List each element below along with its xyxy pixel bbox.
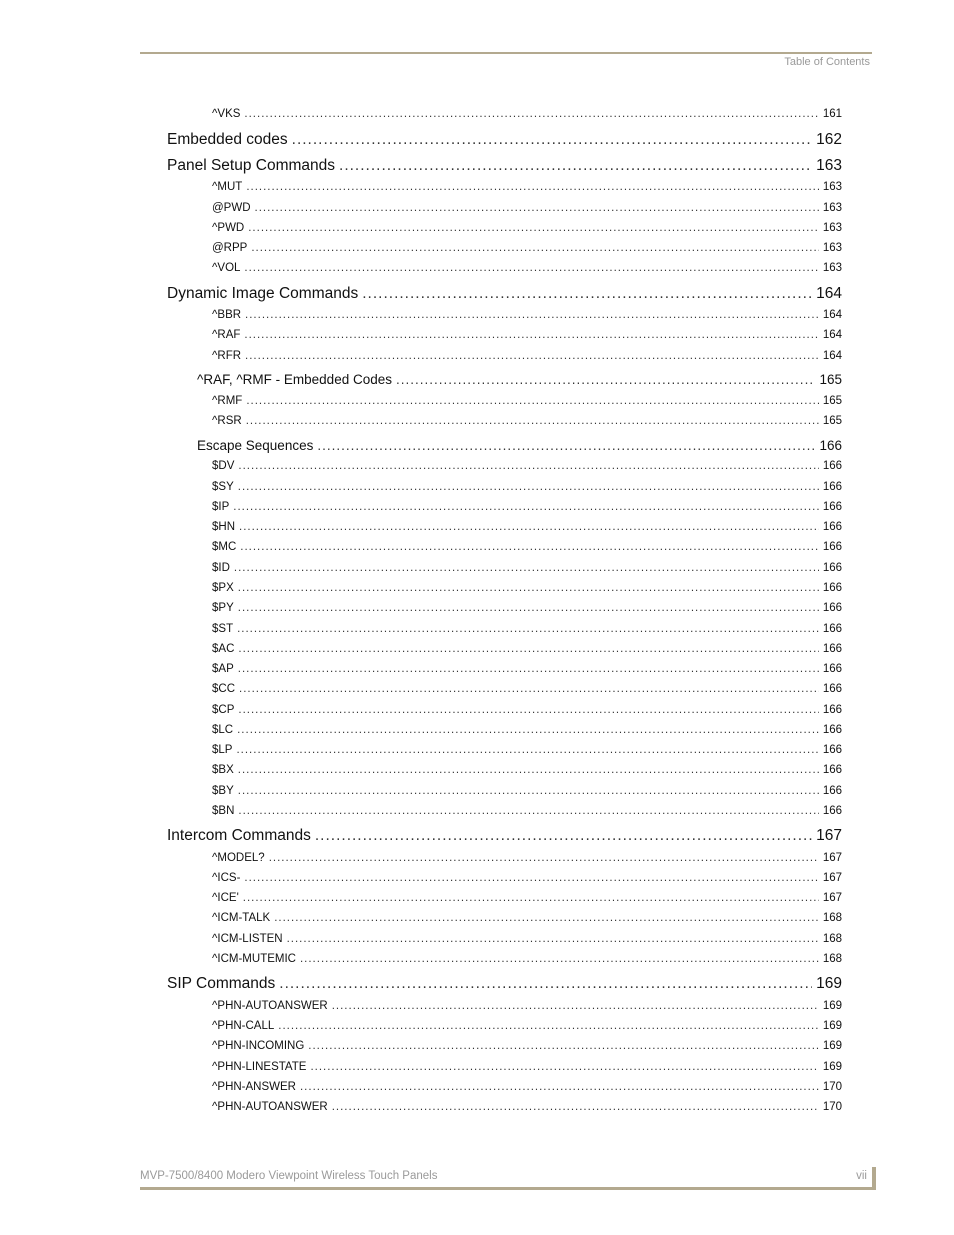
toc-dot-leader — [238, 643, 818, 655]
toc-entry-page: 166 — [822, 541, 842, 553]
toc-entry[interactable] — [212, 933, 842, 949]
toc-entry-label: ^VOL — [212, 262, 241, 274]
toc-entry[interactable] — [212, 1040, 842, 1056]
toc-entry-page: 166 — [819, 438, 842, 453]
toc-dot-leader — [246, 395, 819, 407]
toc-dot-leader — [269, 852, 819, 864]
toc-entry-page: 169 — [816, 975, 842, 992]
toc-entry[interactable] — [212, 350, 842, 366]
footer-page-number: vii — [856, 1170, 867, 1182]
toc-entry-page: 163 — [822, 202, 842, 214]
toc-entry-page: 168 — [822, 953, 842, 965]
toc-entry-page: 168 — [822, 933, 842, 945]
toc-entry[interactable] — [212, 481, 842, 497]
toc-dot-leader — [234, 562, 819, 574]
toc-entry[interactable] — [212, 202, 842, 218]
toc-dot-leader — [332, 1000, 819, 1012]
toc-entry-label: $AP — [212, 663, 234, 675]
toc-entry[interactable] — [212, 663, 842, 679]
toc-dot-leader — [248, 222, 819, 234]
toc-entry-label: ^PHN-LINESTATE — [212, 1061, 307, 1073]
toc-entry[interactable] — [167, 975, 842, 997]
toc-entry-label: SIP Commands — [167, 975, 276, 992]
toc-entry-page: 169 — [822, 1000, 842, 1012]
toc-dot-leader — [245, 350, 819, 362]
toc-dot-leader — [238, 582, 819, 594]
toc-entry-label: ^RAF, ^RMF - Embedded Codes — [197, 372, 392, 387]
toc-entry-label: Dynamic Image Commands — [167, 285, 359, 302]
toc-entry[interactable] — [212, 501, 842, 517]
toc-entry-label: $IP — [212, 501, 230, 513]
toc-entry[interactable] — [167, 827, 842, 849]
toc-entry[interactable] — [212, 181, 842, 197]
toc-dot-leader — [238, 602, 819, 614]
toc-entry[interactable] — [212, 1101, 842, 1117]
toc-entry[interactable] — [167, 157, 842, 179]
toc-entry-label: $DV — [212, 460, 235, 472]
toc-dot-leader — [238, 460, 818, 472]
toc-dot-leader — [240, 541, 819, 553]
toc-entry[interactable] — [212, 521, 842, 537]
toc-entry[interactable] — [212, 643, 842, 659]
toc-entry-label: ^RMF — [212, 395, 243, 407]
toc-entry-label: $ID — [212, 562, 230, 574]
toc-entry-page: 166 — [822, 602, 842, 614]
toc-entry-label: ^MUT — [212, 181, 243, 193]
toc-entry-page: 166 — [822, 623, 842, 635]
toc-entry-page: 170 — [822, 1081, 842, 1093]
toc-entry[interactable] — [212, 262, 842, 278]
toc-entry-label: @PWD — [212, 202, 251, 214]
toc-entry-label: $ST — [212, 623, 234, 635]
toc-dot-leader — [339, 157, 812, 175]
header-title: Table of Contents — [784, 56, 870, 68]
toc-entry[interactable] — [212, 872, 842, 888]
toc-entry-page: 163 — [822, 242, 842, 254]
toc-entry-page: 166 — [822, 501, 842, 513]
toc-entry[interactable] — [212, 1020, 842, 1036]
toc-entry[interactable] — [212, 222, 842, 238]
toc-entry-label: ^MODEL? — [212, 852, 265, 864]
toc-entry-page: 169 — [822, 1061, 842, 1073]
toc-entry-label: $CP — [212, 704, 235, 716]
toc-dot-leader — [238, 805, 818, 817]
toc-entry-label: ^ICM-LISTEN — [212, 933, 283, 945]
toc-entry-page: 166 — [822, 683, 842, 695]
toc-entry-page: 163 — [822, 181, 842, 193]
toc-dot-leader — [244, 262, 818, 274]
toc-entry-label: ^RFR — [212, 350, 242, 362]
toc-entry[interactable] — [212, 852, 842, 868]
footer-rule — [140, 1187, 876, 1190]
toc-dot-leader — [238, 663, 819, 675]
toc-entry-label: ^ICE' — [212, 892, 239, 904]
toc-entry-page: 166 — [822, 805, 842, 817]
toc-entry-label: Escape Sequences — [197, 438, 314, 453]
toc-entry[interactable] — [212, 541, 842, 557]
toc-entry-label: $LC — [212, 724, 234, 736]
toc-dot-leader — [244, 108, 818, 120]
toc-entry-page: 161 — [822, 108, 842, 120]
toc-dot-leader — [238, 481, 819, 493]
toc-dot-leader — [237, 623, 819, 635]
toc-entry-page: 166 — [822, 481, 842, 493]
toc-entry[interactable] — [212, 460, 842, 476]
toc-entry-label: ^PHN-INCOMING — [212, 1040, 305, 1052]
toc-entry[interactable] — [212, 329, 842, 345]
toc-entry-page: 169 — [822, 1020, 842, 1032]
toc-dot-leader — [332, 1101, 819, 1113]
toc-entry-page: 166 — [822, 724, 842, 736]
toc-entry-page: 166 — [822, 663, 842, 675]
header-rule — [140, 52, 872, 54]
toc-entry[interactable] — [212, 1081, 842, 1097]
toc-entry-label: $BY — [212, 785, 234, 797]
toc-entry-label: ^PWD — [212, 222, 245, 234]
toc-entry-page: 163 — [816, 157, 842, 174]
toc-entry-page: 166 — [822, 460, 842, 472]
toc-entry-page: 166 — [822, 744, 842, 756]
toc-entry-page: 166 — [822, 582, 842, 594]
toc-entry-page: 166 — [822, 562, 842, 574]
toc-dot-leader — [308, 1040, 819, 1052]
toc-entry-page: 164 — [816, 285, 842, 302]
toc-entry-page: 166 — [822, 704, 842, 716]
toc-entry[interactable] — [212, 704, 842, 720]
toc-dot-leader — [287, 933, 819, 945]
toc-entry[interactable] — [212, 785, 842, 801]
toc-entry-label: $PY — [212, 602, 234, 614]
toc-entry-page: 170 — [822, 1101, 842, 1113]
toc-entry-label: $LP — [212, 744, 233, 756]
toc-entry[interactable] — [212, 395, 842, 411]
toc-dot-leader — [292, 131, 812, 149]
toc-entry-label: ^VKS — [212, 108, 241, 120]
toc-entry-label: ^PHN-AUTOANSWER — [212, 1101, 328, 1113]
toc-dot-leader — [300, 1081, 819, 1093]
toc-dot-leader — [396, 372, 815, 387]
toc-entry-page: 167 — [822, 852, 842, 864]
toc-entry-label: ^ICM-MUTEMIC — [212, 953, 296, 965]
footer-title: MVP-7500/8400 Modero Viewpoint Wireless Touch Panels — [140, 1170, 438, 1182]
toc-entry-label: Panel Setup Commands — [167, 157, 336, 174]
toc-entry[interactable] — [212, 724, 842, 740]
toc-entry-label: $PX — [212, 582, 234, 594]
toc-entry[interactable] — [212, 1000, 842, 1016]
toc-entry-label: $MC — [212, 541, 237, 553]
toc-entry[interactable] — [212, 805, 842, 821]
toc-entry-page: 163 — [822, 262, 842, 274]
toc-dot-leader — [239, 521, 819, 533]
toc-entry-page: 167 — [816, 827, 842, 844]
toc-entry-page: 164 — [822, 309, 842, 321]
toc-entry-page: 168 — [822, 912, 842, 924]
toc-dot-leader — [237, 724, 819, 736]
toc-dot-leader — [238, 764, 819, 776]
toc-entry-page: 166 — [822, 785, 842, 797]
toc-entry-label: ^BBR — [212, 309, 242, 321]
toc-entry-label: ^ICS- — [212, 872, 241, 884]
toc-entry[interactable] — [212, 582, 842, 598]
toc-dot-leader — [246, 415, 819, 427]
toc-entry-label: $SY — [212, 481, 234, 493]
toc-entry[interactable] — [212, 912, 842, 928]
toc-entry[interactable] — [212, 623, 842, 639]
toc-entry-label: $CC — [212, 683, 236, 695]
toc-entry-page: 165 — [819, 372, 842, 387]
toc-entry-label: @RPP — [212, 242, 248, 254]
toc-entry-page: 167 — [822, 872, 842, 884]
toc-entry-label: ^PHN-ANSWER — [212, 1081, 296, 1093]
toc-dot-leader — [245, 309, 819, 321]
toc-dot-leader — [274, 912, 819, 924]
toc-dot-leader — [244, 872, 818, 884]
toc-entry-label: $HN — [212, 521, 236, 533]
toc-entry[interactable] — [167, 131, 842, 153]
toc-entry[interactable] — [212, 309, 842, 325]
toc-dot-leader — [362, 285, 812, 303]
toc-entry-page: 166 — [822, 764, 842, 776]
toc-entry[interactable] — [212, 953, 842, 969]
toc-entry[interactable] — [197, 372, 842, 390]
toc-entry[interactable] — [212, 764, 842, 780]
toc-entry-label: ^RAF — [212, 329, 241, 341]
toc-entry-page: 165 — [822, 395, 842, 407]
toc-dot-leader — [317, 438, 815, 453]
toc-entry-label: ^PHN-CALL — [212, 1020, 275, 1032]
toc-dot-leader — [243, 892, 819, 904]
toc-entry[interactable] — [197, 438, 842, 456]
toc-dot-leader — [310, 1061, 818, 1073]
toc-entry-page: 169 — [822, 1040, 842, 1052]
toc-entry-label: $AC — [212, 643, 235, 655]
toc-entry[interactable] — [212, 415, 842, 431]
toc-dot-leader — [300, 953, 819, 965]
toc-dot-leader — [251, 242, 818, 254]
toc-dot-leader — [315, 827, 812, 845]
toc-dot-leader — [246, 181, 819, 193]
toc-dot-leader — [238, 704, 818, 716]
toc-entry[interactable] — [212, 108, 842, 124]
toc-entry[interactable] — [212, 1061, 842, 1077]
toc-dot-leader — [233, 501, 819, 513]
toc-entry-page: 166 — [822, 643, 842, 655]
toc-entry-page: 166 — [822, 521, 842, 533]
toc-entry-page: 167 — [822, 892, 842, 904]
toc-entry[interactable] — [212, 744, 842, 760]
toc-entry-page: 162 — [816, 131, 842, 148]
toc-entry-label: $BX — [212, 764, 234, 776]
toc-entry-label: $BN — [212, 805, 235, 817]
toc-entry[interactable] — [212, 242, 842, 258]
toc-entry-label: ^ICM-TALK — [212, 912, 271, 924]
toc-entry-page: 164 — [822, 329, 842, 341]
toc-entry-label: ^RSR — [212, 415, 242, 427]
toc-entry-label: Embedded codes — [167, 131, 288, 148]
toc-entry-page: 165 — [822, 415, 842, 427]
toc-entry[interactable] — [167, 285, 842, 307]
toc-entry[interactable] — [212, 683, 842, 699]
toc-entry[interactable] — [212, 892, 842, 908]
toc-dot-leader — [236, 744, 818, 756]
toc-dot-leader — [278, 1020, 819, 1032]
toc-entry[interactable] — [212, 602, 842, 618]
footer-corner-mark — [872, 1167, 876, 1190]
toc-dot-leader — [279, 975, 812, 993]
toc-entry-label: ^PHN-AUTOANSWER — [212, 1000, 328, 1012]
toc-entry-page: 163 — [822, 222, 842, 234]
toc-dot-leader — [238, 785, 819, 797]
toc-dot-leader — [244, 329, 818, 341]
toc-entry-label: Intercom Commands — [167, 827, 311, 844]
toc-entry-page: 164 — [822, 350, 842, 362]
toc-entry[interactable] — [212, 562, 842, 578]
toc-dot-leader — [255, 202, 819, 214]
toc-dot-leader — [239, 683, 819, 695]
